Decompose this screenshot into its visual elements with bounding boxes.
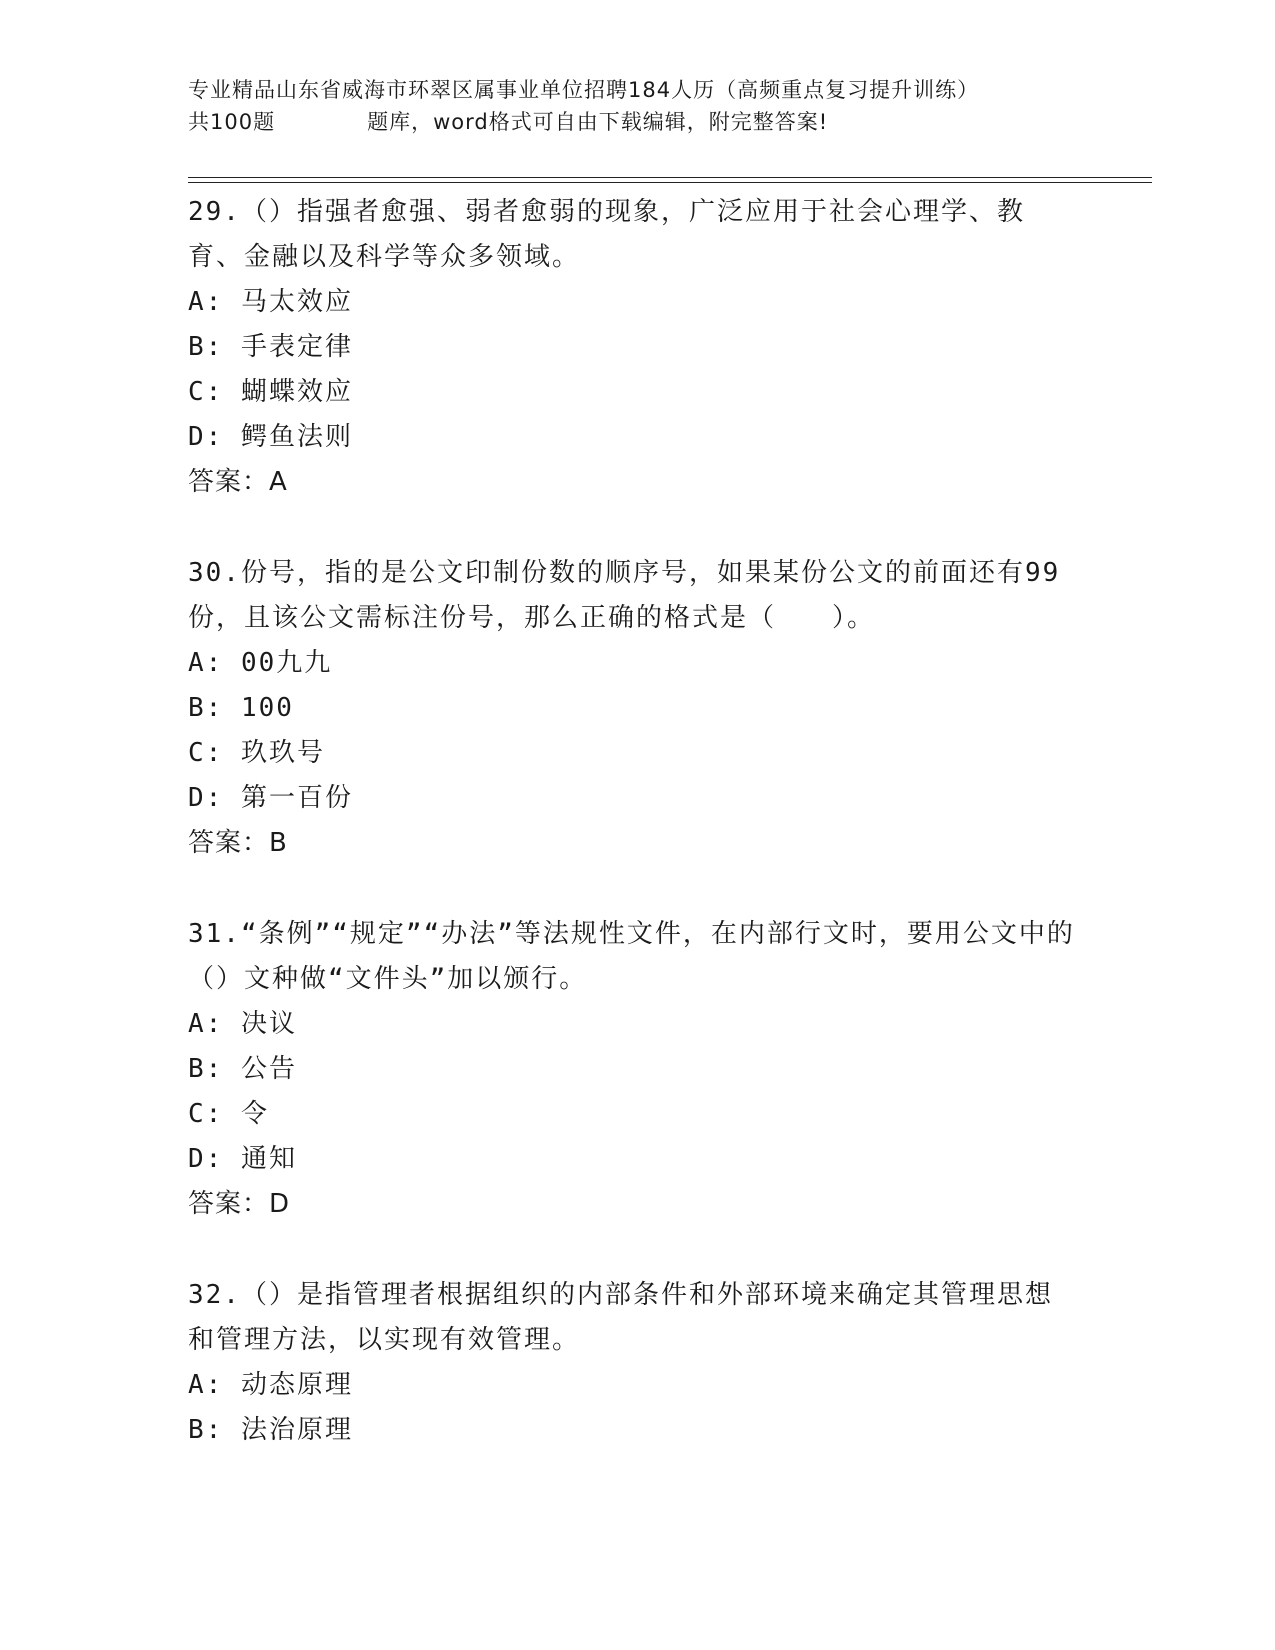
header-divider-bottom: [188, 182, 1152, 183]
option-d: D: 通知: [188, 1144, 297, 1174]
option-a: A: 决议: [188, 1009, 297, 1039]
option-d: D: 第一百份: [188, 783, 353, 813]
option-b: B: 公告: [188, 1054, 297, 1084]
header-divider-top: [188, 177, 1152, 178]
header-title: 专业精品山东省威海市环翠区属事业单位招聘184人历（高频重点复习提升训练）: [188, 78, 980, 102]
option-c: C: 玖玖号: [188, 738, 325, 768]
document-header: [188, 74, 1088, 138]
header-count: 共100题: [188, 110, 276, 134]
option-b: B: 手表定律: [188, 332, 353, 362]
header-note: 题库，word格式可自由下载编辑，附完整答案!: [367, 110, 829, 134]
question-32: [188, 1273, 1088, 1453]
question-stem: 32.（）是指管理者根据组织的内部条件和外部环境来确定其管理思想和管理方法，以实现有效管理。: [188, 1280, 1053, 1355]
option-c: C: 令: [188, 1099, 269, 1129]
question-stem: 31.“条例”“规定”“办法”等法规性文件，在内部行文时，要用公文中的（）文种做“文件头”加以颁行。: [188, 919, 1075, 994]
option-d: D: 鳄鱼法则: [188, 422, 353, 452]
answer-text: 答案：B: [188, 828, 288, 858]
option-a: A: 00九九: [188, 648, 333, 678]
header-subtitle: [188, 106, 1088, 138]
option-c: C: 蝴蝶效应: [188, 377, 353, 407]
option-a: A: 马太效应: [188, 287, 353, 317]
answer-text: 答案：A: [188, 467, 288, 497]
option-a: A: 动态原理: [188, 1370, 353, 1400]
question-stem: 29.（）指强者愈强、弱者愈弱的现象，广泛应用于社会心理学、教育、金融以及科学等众多领域。: [188, 197, 1025, 272]
question-30: [188, 551, 1088, 866]
question-list: [188, 190, 1088, 1499]
option-b: B: 法治原理: [188, 1415, 353, 1445]
question-29: [188, 190, 1088, 505]
question-31: [188, 912, 1088, 1227]
question-stem: 30.份号，指的是公文印制份数的顺序号，如果某份公文的前面还有99份，且该公文需标注份号，那么正确的格式是（ ）。: [188, 558, 1061, 633]
option-b: B: 100: [188, 693, 294, 723]
answer-text: 答案：D: [188, 1189, 291, 1219]
